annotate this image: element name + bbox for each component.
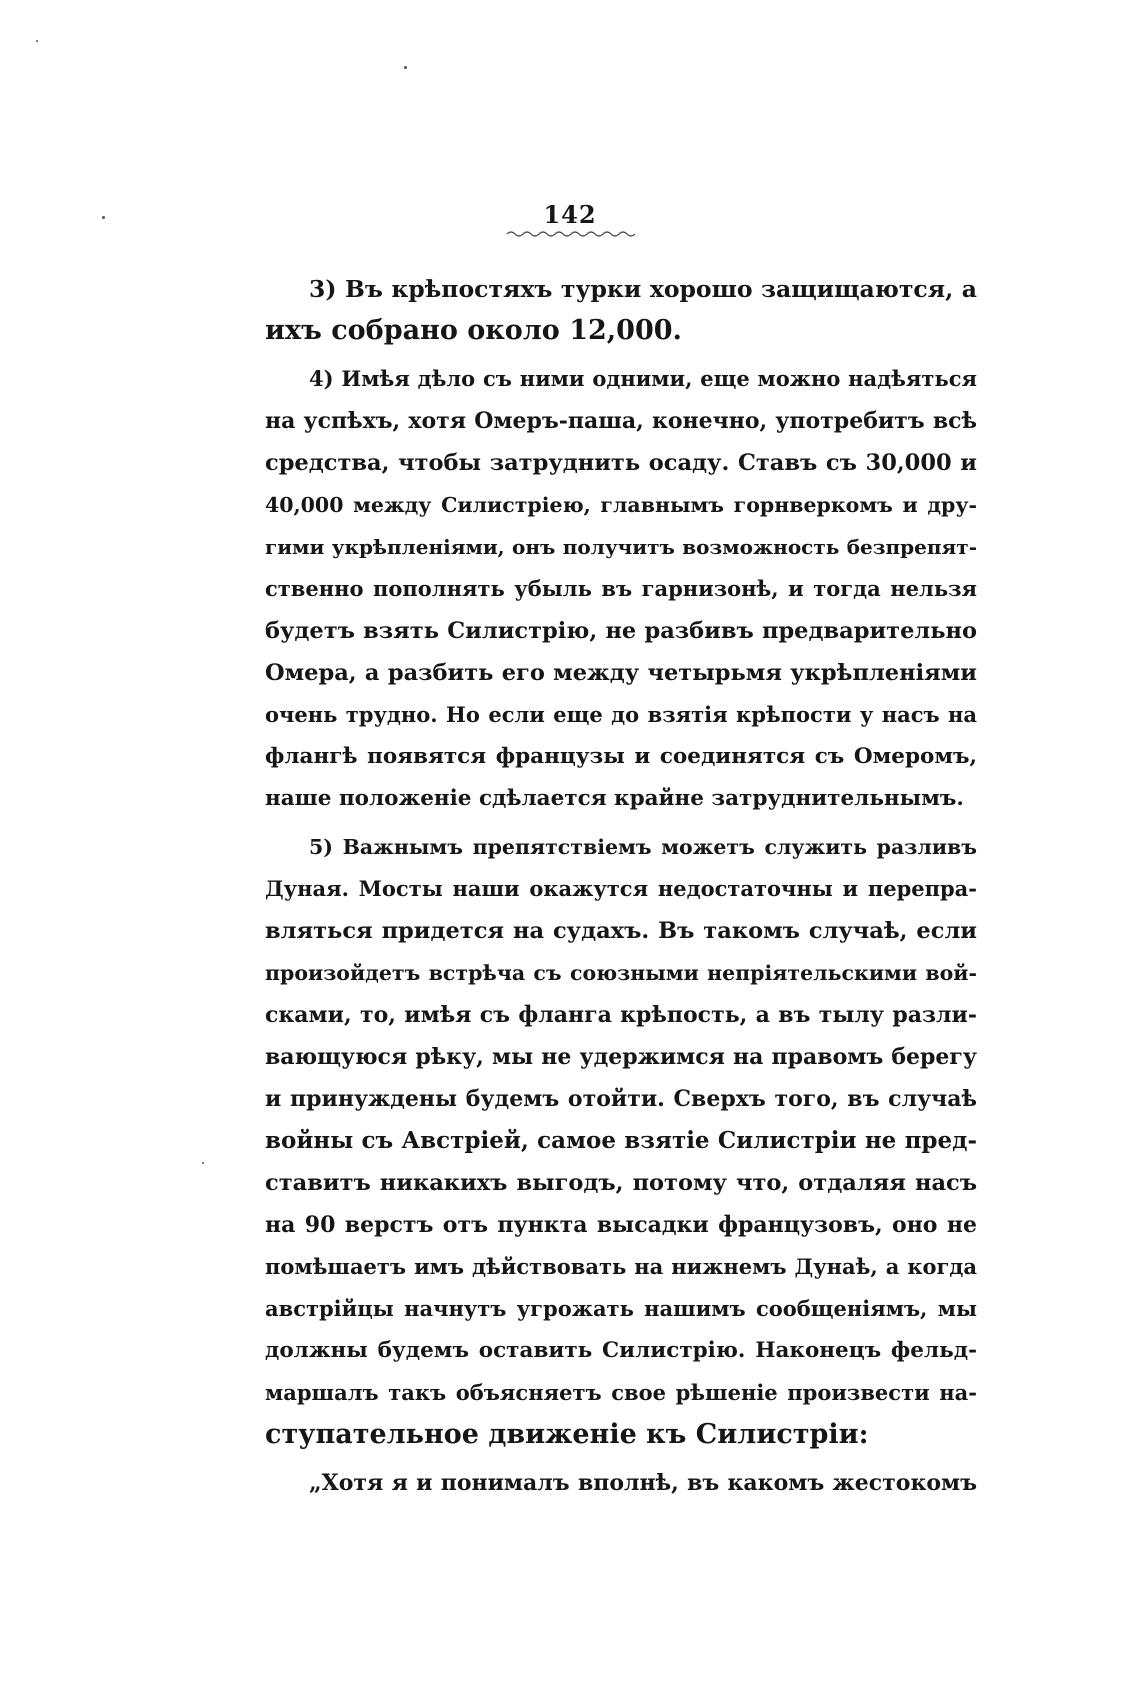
text-line: на успѣхъ, хотя Омеръ-паша, конечно, употребитъ всѣ: [265, 408, 977, 434]
text-line: 4) Имѣя дѣло съ ними одними, еще можно надѣяться: [309, 366, 977, 391]
wavy-rule-icon: [505, 229, 635, 239]
text-line: и принуждены будемъ отойти. Сверхъ того, въ случаѣ: [265, 1086, 977, 1112]
text-line: Дуная. Мосты наши окажутся недостаточны и перепра-: [265, 876, 977, 901]
text-line: на 90 верстъ отъ пункта высадки французовъ, оно не: [265, 1212, 977, 1238]
page-number-ornament: [0, 224, 1140, 243]
text-line: маршалъ такъ объясняетъ свое рѣшеніе произвести на-: [265, 1380, 977, 1405]
text-line: „Хотя я и понималъ вполнѣ, въ какомъ жестокомъ: [309, 1470, 977, 1496]
text-line: австрійцы начнутъ угрожать нашимъ сообщеніямъ, мы: [265, 1296, 977, 1321]
text-line: должны будемъ оставить Силистрію. Наконецъ фельд-: [265, 1338, 977, 1363]
text-line: средства, чтобы затруднить осаду. Ставъ съ 30,000 и: [265, 450, 977, 476]
scan-speck: [202, 1162, 204, 1164]
text-line: сками, то, имѣя съ фланга крѣпость, а въ тылу разли-: [265, 1002, 977, 1028]
text-line: ихъ собрано около 12,000.: [265, 315, 682, 346]
text-line: вающуюся рѣку, мы не удержимся на правомъ берегу: [265, 1044, 977, 1070]
text-line: 40,000 между Силистріею, главнымъ горнверкомъ и дру-: [265, 493, 977, 517]
text-line: 5) Важнымъ препятствіемъ можетъ служить разливъ: [309, 835, 977, 859]
page-number: 142: [543, 200, 597, 229]
text-line: будетъ взять Силистрію, не разбивъ предварительно: [265, 618, 977, 644]
text-line: ставитъ никакихъ выгодъ, потому что, отдаляя насъ: [265, 1170, 977, 1196]
text-line: войны съ Австріей, самое взятіе Силистріи не пред-: [265, 1127, 977, 1154]
text-line: гими укрѣпленіями, онъ получитъ возможность безпрепят-: [265, 535, 977, 559]
text-line: произойдетъ встрѣча съ союзными непріятельскими вой-: [265, 961, 977, 985]
text-line: вляться придется на судахъ. Въ такомъ случаѣ, если: [265, 918, 977, 944]
text-line: очень трудно. Но если еще до взятія крѣпости у насъ на: [265, 702, 977, 727]
text-line: ступательное движеніе къ Силистріи:: [265, 1419, 869, 1450]
text-line: флангѣ появятся французы и соединятся съ Омеромъ,: [265, 744, 977, 769]
body-text: [265, 268, 977, 1504]
text-line: помѣшаетъ имъ дѣйствовать на нижнемъ Дунаѣ, а когда: [265, 1254, 977, 1279]
text-line: наше положеніе сдѣлается крайне затруднительнымъ.: [265, 786, 964, 811]
text-line: 3) Въ крѣпостяхъ турки хорошо защищаются, а: [309, 275, 977, 303]
text-line: Омера, а разбить его между четырьмя укрѣпленіями: [265, 660, 977, 686]
text-line: ственно пополнять убыль въ гарнизонѣ, и тогда нельзя: [265, 576, 977, 601]
scan-speck: [36, 40, 38, 42]
scan-speck: [404, 66, 407, 69]
